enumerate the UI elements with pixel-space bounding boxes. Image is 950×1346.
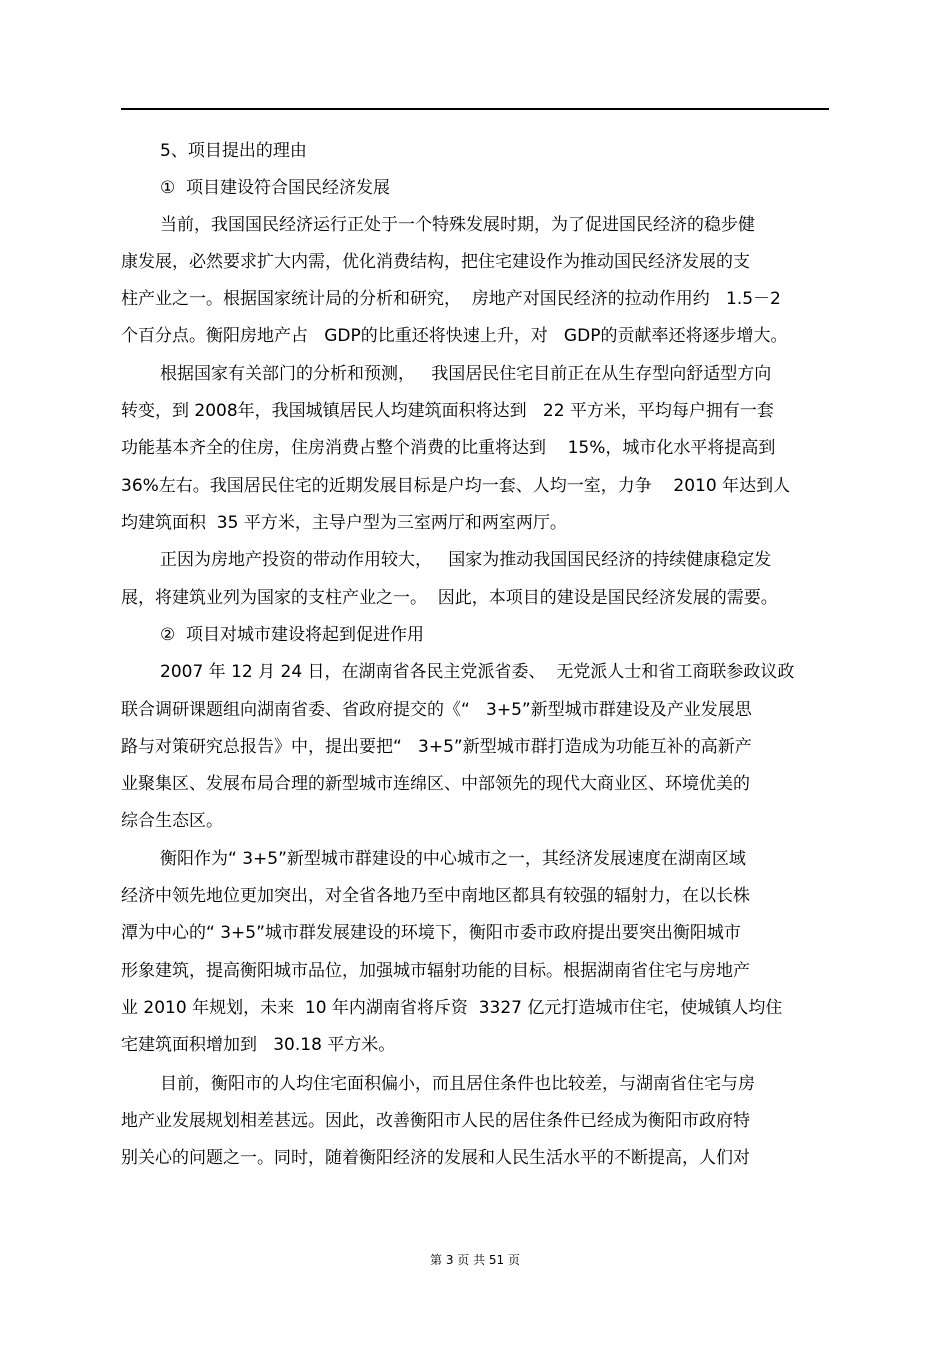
paragraph-line: 均建筑面积 35 平方米，主导户型为三室两厅和两室两厅。 — [121, 513, 567, 533]
paragraph-line: 功能基本齐全的住房，住房消费占整个消费的比重将达到 15%，城市化水平将提高到 — [121, 438, 776, 458]
paragraph-line: 康发展，必然要求扩大内需，优化消费结构，把住宅建设作为推动国民经济发展的支 — [121, 252, 750, 272]
header-rule — [121, 108, 829, 110]
paragraph-line: 展，将建筑业列为国家的支柱产业之一。 因此，本项目的建设是国民经济发展的需要。 — [121, 588, 778, 608]
paragraph-line: 潭为中心的“ 3+5”城市群发展建设的环境下，衡阳市委市政府提出要突出衡阳城市 — [121, 923, 741, 943]
subsection-heading: ① 项目建设符合国民经济发展 — [160, 178, 391, 198]
paragraph-line: 36%左右。我国居民住宅的近期发展目标是户均一套、人均一室，力争 2010 年达到人 — [121, 476, 791, 496]
paragraph-line: 个百分点。衡阳房地产占 GDP的比重还将快速上升，对 GDP的贡献率还将逐步增大。 — [121, 326, 788, 346]
paragraph-line: 形象建筑，提高衡阳城市品位，加强城市辐射功能的目标。根据湖南省住宅与房地产 — [121, 961, 750, 981]
paragraph-line: 联合调研课题组向湖南省委、省政府提交的《“ 3+5”新型城市群建设及产业发展思 — [121, 700, 752, 720]
paragraph-line: 衡阳作为“ 3+5”新型城市群建设的中心城市之一，其经济发展速度在湖南区域 — [160, 849, 746, 869]
paragraph-line: 综合生态区。 — [121, 811, 223, 831]
paragraph-line: 根据国家有关部门的分析和预测， 我国居民住宅目前正在从生存型向舒适型方向 — [160, 364, 772, 384]
paragraph-line: 别关心的问题之一。同时，随着衡阳经济的发展和人民生活水平的不断提高，人们对 — [121, 1148, 750, 1168]
paragraph-line: 柱产业之一。根据国家统计局的分析和研究， 房地产对国民经济的拉动作用约 1.5－2 — [121, 289, 781, 309]
subsection-heading: ② 项目对城市建设将起到促进作用 — [160, 625, 425, 645]
paragraph-line: 目前，衡阳市的人均住宅面积偏小，而且居住条件也比较差，与湖南省住宅与房 — [160, 1074, 755, 1094]
page-number: 第 3 页 共 51 页 — [430, 1253, 520, 1267]
paragraph-line: 转变，到 2008年，我国城镇居民人均建筑面积将达到 22 平方米，平均每户拥有一套 — [121, 401, 774, 421]
paragraph-line: 2007 年 12 月 24 日，在湖南省各民主党派省委、 无党派人士和省工商联参政议政 — [160, 662, 795, 682]
paragraph-line: 宅建筑面积增加到 30.18 平方米。 — [121, 1035, 396, 1055]
paragraph-line: 经济中领先地位更加突出，对全省各地乃至中南地区都具有较强的辐射力，在以长株 — [121, 886, 750, 906]
section-heading: 5、项目提出的理由 — [160, 141, 307, 161]
paragraph-line: 正因为房地产投资的带动作用较大， 国家为推动我国国民经济的持续健康稳定发 — [160, 550, 772, 570]
paragraph-line: 路与对策研究总报告》中，提出要把“ 3+5”新型城市群打造成为功能互补的高新产 — [121, 737, 752, 757]
paragraph-line: 当前，我国国民经济运行正处于一个特殊发展时期，为了促进国民经济的稳步健 — [160, 215, 755, 235]
paragraph-line: 业 2010 年规划，未来 10 年内湖南省将斥资 3327 亿元打造城市住宅，使城镇人均住 — [121, 998, 783, 1018]
paragraph-line: 业聚集区、发展布局合理的新型城市连绵区、中部领先的现代大商业区、环境优美的 — [121, 774, 750, 794]
paragraph-line: 地产业发展规划相差甚远。因此，改善衡阳市人民的居住条件已经成为衡阳市政府特 — [121, 1111, 750, 1131]
